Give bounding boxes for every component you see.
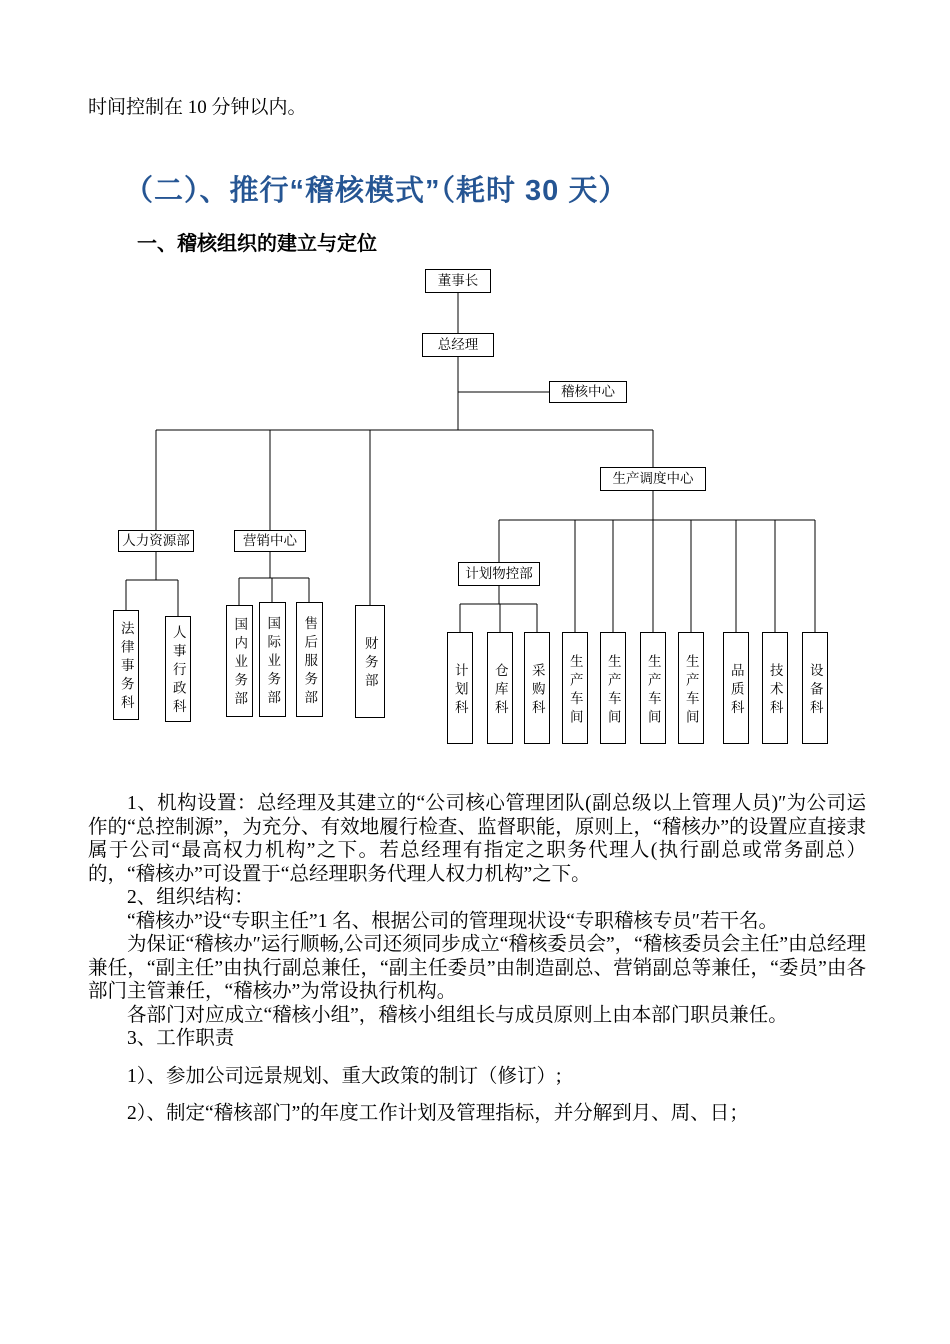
org-node-legal-affairs: 法律事务科	[113, 610, 139, 720]
intro-text: 时间控制在 10 分钟以内。	[88, 97, 307, 118]
org-node-marketing-center: 营销中心	[234, 530, 306, 552]
org-node-workshop-2: 生产车间	[600, 632, 626, 744]
org-node-technology: 技术科	[762, 632, 788, 744]
org-node-general-manager: 总经理	[422, 333, 494, 357]
org-node-chairman: 董事长	[425, 269, 491, 293]
paragraph-2: 2、组织结构：	[127, 887, 254, 908]
org-node-warehouse: 仓库科	[487, 632, 513, 744]
org-node-workshop-1: 生产车间	[562, 632, 588, 744]
org-chart	[90, 260, 880, 780]
subsection-heading: 一、稽核组织的建立与定位	[137, 233, 377, 255]
org-node-equipment: 设备科	[802, 632, 828, 744]
org-node-planning-material-control: 计划物控部	[458, 562, 540, 586]
paragraph-3: “稽核办”设“专职主任”1 名、根据公司的管理现状设“专职稽核专员″若干名。	[127, 910, 779, 932]
paragraph-7: 1）、参加公司远景规划、重大政策的制订（修订）;	[127, 1065, 562, 1087]
org-node-hr-dept: 人力资源部	[118, 530, 194, 552]
org-node-finance: 财务部	[355, 605, 385, 718]
org-node-domestic-business: 国内业务部	[226, 605, 253, 717]
paragraph-1: 1、机构设置：总经理及其建立的“公司核心管理团队(副总级以上管理人员)″为公司运作的“总控制源”，为充分、有效地履行检查、监督职能，原则上，“稽核办”的设置应直接隶属于公司“最高权力机构”之下。若总经理有指定之职务代理人(执行副总或常务副总）的，“稽核办”可设置于“总经理职务代理人权力机构”之下。	[88, 793, 866, 885]
org-node-after-sales-service: 售后服务部	[296, 602, 323, 717]
paragraph-5: 各部门对应成立“稽核小组”，稽核小组组长与成员原则上由本部门职员兼任。	[127, 1004, 788, 1026]
org-node-purchasing: 采购科	[524, 632, 550, 744]
paragraph-8: 2）、制定“稽核部门”的年度工作计划及管理指标，并分解到月、周、日；	[127, 1103, 749, 1124]
org-node-quality: 品质科	[723, 632, 749, 744]
paragraph-4: 为保证“稽核办″运行顺畅,公司还须同步成立“稽核委员会”，“稽核委员会主任”由总经理兼任，“副主任”由执行副总兼任，“副主任委员”由制造副总、营销副总等兼任，“委员”由各部门主管兼任，“稽核办”为常设执行机构。	[88, 934, 866, 1002]
paragraph-6: 3、工作职责	[127, 1028, 235, 1049]
org-node-workshop-4: 生产车间	[678, 632, 704, 744]
org-node-international-business: 国际业务部	[259, 602, 286, 717]
org-node-production-dispatch-center: 生产调度中心	[600, 467, 706, 491]
section-heading: （二）、推行“稽核模式”（耗时 30 天）	[124, 175, 629, 207]
org-node-workshop-3: 生产车间	[640, 632, 666, 744]
body-paragraphs	[88, 792, 866, 1126]
org-node-personnel-admin: 人事行政科	[165, 616, 191, 722]
org-node-planning: 计划科	[447, 632, 473, 744]
org-node-audit-center: 稽核中心	[549, 381, 627, 403]
